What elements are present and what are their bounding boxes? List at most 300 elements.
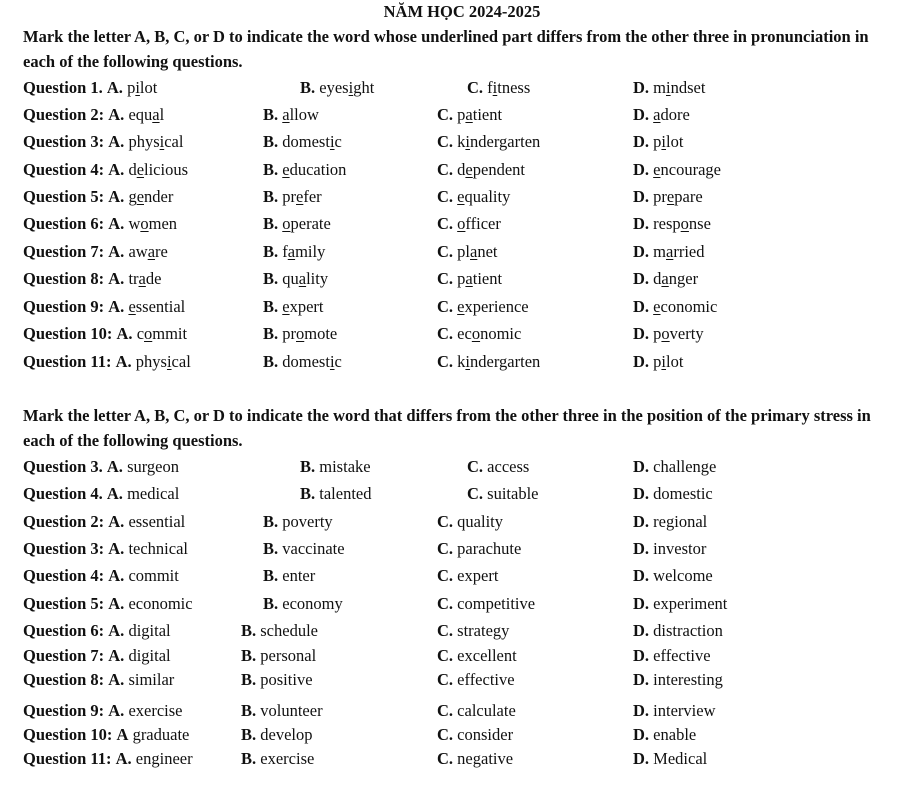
option-letter: D.	[633, 539, 650, 558]
option-letter: D.	[633, 457, 650, 476]
option-word: economic	[128, 594, 193, 613]
option-letter: B.	[263, 105, 279, 124]
option-d	[633, 455, 716, 479]
underlined-letter: i	[661, 352, 667, 371]
option-a	[23, 510, 185, 534]
option-word: economic	[457, 324, 522, 343]
option-word: effective	[653, 646, 711, 665]
option-word: experience	[457, 297, 529, 316]
option-word: quality	[457, 512, 503, 531]
underlined-letter: a	[282, 105, 290, 124]
underlined-letter: e	[457, 297, 465, 316]
option-letter: C.	[437, 621, 454, 640]
option-letter: C.	[437, 105, 454, 124]
option-letter: C.	[437, 701, 454, 720]
option-b	[263, 267, 328, 291]
option-word: planet	[457, 242, 498, 261]
option-letter: A.	[106, 484, 123, 503]
option-letter: B.	[300, 457, 316, 476]
option-d	[633, 295, 717, 319]
option-letter: D.	[633, 160, 650, 179]
option-word: enter	[282, 566, 316, 585]
question-label: Question 6:	[23, 621, 105, 640]
underlined-letter: o	[296, 324, 305, 343]
question-label: Question 10:	[23, 324, 113, 343]
question-row	[23, 510, 903, 534]
option-c	[437, 103, 502, 127]
option-letter: A.	[108, 214, 125, 233]
option-b	[263, 185, 322, 209]
option-letter: B.	[263, 297, 279, 316]
option-word: married	[653, 242, 705, 261]
option-letter: D.	[633, 187, 650, 206]
option-b	[263, 537, 345, 561]
option-word: patient	[457, 105, 503, 124]
option-word: encourage	[653, 160, 721, 179]
option-letter: D.	[633, 214, 650, 233]
option-word: essential	[128, 297, 186, 316]
option-letter: D.	[633, 725, 650, 744]
option-c	[437, 747, 513, 771]
option-letter: D.	[633, 297, 650, 316]
option-c	[437, 564, 498, 588]
option-d	[633, 130, 683, 154]
underlined-letter: e	[282, 297, 290, 316]
option-letter: D.	[633, 132, 650, 151]
option-d	[633, 644, 711, 668]
option-a	[23, 158, 188, 182]
option-letter: C.	[467, 484, 484, 503]
underlined-letter: a	[666, 242, 674, 261]
option-letter: A.	[108, 132, 125, 151]
question-row	[23, 295, 903, 319]
question-row	[23, 185, 903, 209]
option-letter: A.	[108, 670, 125, 689]
option-letter: A.	[108, 594, 125, 613]
option-d	[633, 564, 713, 588]
question-label: Question 2:	[23, 512, 105, 531]
option-letter: D.	[633, 594, 650, 613]
option-c	[437, 212, 501, 236]
option-d	[633, 723, 696, 747]
option-word: eyesight	[319, 78, 375, 97]
option-c	[437, 510, 503, 534]
option-letter: C.	[437, 646, 454, 665]
underlined-letter: a	[470, 242, 478, 261]
question-label: Question 8:	[23, 670, 105, 689]
option-word: quality	[282, 269, 329, 288]
option-letter: C.	[437, 352, 454, 371]
question-row	[23, 482, 903, 506]
section2-instruction: Mark the letter A, B, C, or D to indicate the word that differs from the other three in the position of the primary stress in each of the following questions.	[23, 406, 871, 450]
underlined-letter: a	[152, 105, 160, 124]
option-d	[633, 537, 706, 561]
option-letter: B.	[300, 78, 316, 97]
underlined-letter: e	[457, 187, 465, 206]
underlined-letter: o	[282, 214, 291, 233]
question-row	[23, 592, 903, 616]
option-letter: B.	[241, 749, 257, 768]
option-letter: C.	[437, 160, 454, 179]
underlined-letter: i	[329, 132, 335, 151]
option-c	[437, 130, 540, 154]
option-word: Medical	[653, 749, 708, 768]
option-letter: A.	[108, 646, 125, 665]
option-word: prepare	[653, 187, 703, 206]
section1-instruction: Mark the letter A, B, C, or D to indicate the word whose underlined part differs from the other three in pronunciation in each of the following questions.	[23, 27, 869, 71]
option-word: access	[487, 457, 530, 476]
question-label: Question 3:	[23, 132, 105, 151]
option-letter: C.	[437, 269, 454, 288]
underlined-letter: e	[666, 187, 675, 206]
option-letter: C.	[437, 749, 454, 768]
option-word: pilot	[653, 132, 684, 151]
underlined-letter: e	[282, 160, 290, 179]
option-letter: B.	[263, 566, 279, 585]
option-word: pilot	[127, 78, 158, 97]
option-a	[23, 668, 174, 692]
underlined-letter: a	[138, 269, 146, 288]
option-b	[263, 295, 324, 319]
option-word: vaccinate	[282, 539, 345, 558]
option-a	[23, 322, 187, 346]
option-d	[633, 592, 727, 616]
option-d	[633, 212, 711, 236]
option-d	[633, 510, 707, 534]
option-a	[23, 564, 179, 588]
option-a	[23, 592, 193, 616]
question-label: Question 11:	[23, 352, 112, 371]
option-word: equality	[457, 187, 511, 206]
option-word: economic	[653, 297, 718, 316]
option-word: personal	[260, 646, 317, 665]
underlined-letter: o	[471, 324, 481, 343]
option-word: promote	[282, 324, 338, 343]
option-b	[263, 158, 346, 182]
option-word: poverty	[653, 324, 704, 343]
option-letter: D.	[633, 749, 650, 768]
option-word: physical	[135, 352, 191, 371]
option-word: expert	[282, 297, 324, 316]
question-row	[23, 322, 903, 346]
option-letter: D.	[633, 242, 650, 261]
option-word: calculate	[457, 701, 516, 720]
underlined-letter: o	[144, 324, 153, 343]
option-letter: A.	[108, 297, 125, 316]
option-letter: B.	[241, 621, 257, 640]
option-letter: A.	[108, 512, 125, 531]
underlined-letter: i	[135, 78, 140, 97]
question-label: Question 4.	[23, 484, 103, 503]
question-row	[23, 350, 903, 374]
option-letter: A.	[108, 160, 125, 179]
option-b	[241, 644, 316, 668]
option-word: engineer	[135, 749, 193, 768]
option-letter: A.	[108, 539, 125, 558]
option-word: graduate	[132, 725, 190, 744]
question-row	[23, 76, 903, 100]
option-letter: A.	[108, 187, 125, 206]
option-word: mistake	[319, 457, 371, 476]
option-word: poverty	[282, 512, 333, 531]
option-word: kindergarten	[457, 132, 541, 151]
option-c	[437, 699, 516, 723]
option-d	[633, 699, 715, 723]
option-word: fitness	[487, 78, 531, 97]
option-letter: B.	[241, 701, 257, 720]
option-c	[467, 482, 539, 506]
option-d	[633, 267, 698, 291]
question-row	[23, 455, 903, 479]
question-row	[23, 644, 903, 668]
option-c	[437, 158, 525, 182]
option-b	[263, 592, 343, 616]
option-word: investor	[653, 539, 707, 558]
option-letter: C.	[437, 324, 454, 343]
option-a	[23, 212, 177, 236]
option-word: gender	[128, 187, 174, 206]
option-letter: D.	[633, 324, 650, 343]
option-word: commit	[136, 324, 188, 343]
option-a	[23, 295, 185, 319]
option-word: develop	[260, 725, 313, 744]
option-word: operate	[282, 214, 331, 233]
option-a	[23, 267, 161, 291]
option-letter: A.	[108, 105, 125, 124]
option-d	[633, 322, 704, 346]
underlined-letter: e	[128, 297, 136, 316]
option-letter: A	[116, 725, 129, 744]
option-c	[437, 350, 540, 374]
option-letter: C.	[437, 566, 454, 585]
question-label: Question 5:	[23, 187, 105, 206]
option-letter: A.	[108, 621, 125, 640]
option-c	[437, 322, 521, 346]
option-letter: A.	[108, 242, 125, 261]
option-letter: C.	[437, 132, 454, 151]
question-row	[23, 668, 903, 692]
question-label: Question 4:	[23, 566, 105, 585]
option-a	[23, 537, 188, 561]
question-label: Question 2:	[23, 105, 105, 124]
underlined-letter: a	[661, 269, 669, 288]
option-letter: C.	[437, 297, 454, 316]
option-letter: C.	[467, 78, 484, 97]
option-b	[241, 699, 323, 723]
question-label: Question 8:	[23, 269, 105, 288]
option-word: education	[282, 160, 347, 179]
option-word: excellent	[457, 646, 517, 665]
option-word: strategy	[457, 621, 510, 640]
option-letter: B.	[263, 269, 279, 288]
option-b	[263, 212, 331, 236]
option-b	[241, 747, 314, 771]
option-word: suitable	[487, 484, 539, 503]
underlined-letter: e	[653, 160, 661, 179]
option-letter: D.	[633, 352, 650, 371]
option-a	[23, 350, 191, 374]
option-c	[437, 644, 517, 668]
option-d	[633, 240, 705, 264]
option-letter: B.	[263, 132, 279, 151]
option-letter: C.	[437, 539, 454, 558]
option-word: trade	[128, 269, 162, 288]
option-letter: A.	[116, 324, 133, 343]
option-c	[467, 455, 529, 479]
option-a	[23, 482, 179, 506]
option-letter: C.	[437, 214, 454, 233]
question-label: Question 3.	[23, 457, 103, 476]
option-letter: C.	[437, 594, 454, 613]
underlined-letter: a	[465, 105, 473, 124]
underlined-letter: e	[136, 160, 145, 179]
option-word: challenge	[653, 457, 717, 476]
question-row	[23, 747, 903, 771]
question-row	[23, 240, 903, 264]
option-letter: C.	[437, 187, 454, 206]
option-word: similar	[128, 670, 175, 689]
question-label: Question 6:	[23, 214, 105, 233]
option-letter: B.	[263, 539, 279, 558]
underlined-letter: a	[653, 105, 661, 124]
option-word: mindset	[653, 78, 706, 97]
option-word: expert	[457, 566, 499, 585]
option-b	[300, 76, 374, 100]
option-a	[23, 455, 179, 479]
option-letter: A.	[115, 749, 132, 768]
option-a	[23, 130, 183, 154]
option-word: schedule	[260, 621, 318, 640]
option-letter: C.	[437, 242, 454, 261]
underlined-letter: i	[666, 78, 671, 97]
option-word: danger	[653, 269, 699, 288]
option-letter: A.	[108, 701, 125, 720]
option-c	[437, 668, 515, 692]
underlined-letter: o	[140, 214, 149, 233]
underlined-letter: i	[465, 352, 471, 371]
option-letter: B.	[263, 512, 279, 531]
question-row	[23, 158, 903, 182]
option-c	[437, 619, 509, 643]
option-letter: B.	[263, 214, 279, 233]
option-b	[241, 723, 313, 747]
option-word: experiment	[653, 594, 728, 613]
option-word: exercise	[260, 749, 315, 768]
option-d	[633, 158, 721, 182]
option-word: interview	[653, 701, 716, 720]
option-letter: A.	[106, 78, 123, 97]
option-word: adore	[653, 105, 690, 124]
option-letter: B.	[241, 670, 257, 689]
option-a	[23, 644, 171, 668]
question-label: Question 9:	[23, 297, 105, 316]
option-letter: D.	[633, 701, 650, 720]
option-word: regional	[653, 512, 708, 531]
option-word: essential	[128, 512, 186, 531]
option-word: kindergarten	[457, 352, 541, 371]
option-c	[437, 295, 529, 319]
option-letter: B.	[263, 352, 279, 371]
option-c	[437, 537, 521, 561]
underlined-letter: e	[653, 297, 661, 316]
underlined-letter: i	[166, 352, 172, 371]
underlined-letter: i	[492, 78, 498, 97]
question-label: Question 3:	[23, 539, 105, 558]
option-word: interesting	[653, 670, 723, 689]
option-letter: C.	[437, 670, 454, 689]
question-label: Question 5:	[23, 594, 105, 613]
option-word: negative	[457, 749, 514, 768]
option-letter: C.	[437, 725, 454, 744]
option-b	[263, 322, 337, 346]
option-letter: A.	[108, 269, 125, 288]
option-letter: C.	[467, 457, 484, 476]
option-letter: B.	[241, 725, 257, 744]
option-b	[263, 103, 319, 127]
option-c	[437, 240, 498, 264]
underlined-letter: a	[147, 242, 156, 261]
option-a	[23, 747, 193, 771]
option-c	[437, 267, 502, 291]
option-word: officer	[457, 214, 501, 233]
option-a	[23, 723, 189, 747]
underlined-letter: i	[465, 132, 471, 151]
option-word: patient	[457, 269, 503, 288]
option-a	[23, 619, 171, 643]
question-label: Question 9:	[23, 701, 105, 720]
option-letter: D.	[633, 512, 650, 531]
question-label: Question 1.	[23, 78, 103, 97]
underlined-letter: i	[348, 78, 354, 97]
option-d	[633, 747, 707, 771]
option-word: exercise	[128, 701, 183, 720]
question-row	[23, 130, 903, 154]
question-label: Question 4:	[23, 160, 105, 179]
option-c	[437, 723, 513, 747]
option-word: equal	[128, 105, 165, 124]
option-d	[633, 668, 723, 692]
option-d	[633, 185, 703, 209]
option-letter: D.	[633, 269, 650, 288]
question-row	[23, 267, 903, 291]
underlined-letter: a	[287, 242, 296, 261]
option-word: domestic	[282, 132, 342, 151]
question-row	[23, 564, 903, 588]
option-d	[633, 103, 690, 127]
option-word: commit	[128, 566, 179, 585]
option-b	[263, 350, 342, 374]
option-word: consider	[457, 725, 514, 744]
option-word: parachute	[457, 539, 522, 558]
option-letter: B.	[263, 594, 279, 613]
option-word: domestic	[282, 352, 342, 371]
option-a	[23, 240, 168, 264]
option-word: allow	[282, 105, 319, 124]
question-row	[23, 103, 903, 127]
underlined-letter: o	[661, 324, 670, 343]
option-word: family	[282, 242, 326, 261]
option-letter: C.	[437, 512, 454, 531]
option-a	[23, 76, 157, 100]
option-letter: D.	[633, 484, 650, 503]
option-word: aware	[128, 242, 168, 261]
option-d	[633, 482, 713, 506]
option-b	[263, 510, 333, 534]
option-word: delicious	[128, 160, 189, 179]
option-a	[23, 103, 164, 127]
underlined-letter: a	[465, 269, 473, 288]
option-b	[263, 240, 325, 264]
